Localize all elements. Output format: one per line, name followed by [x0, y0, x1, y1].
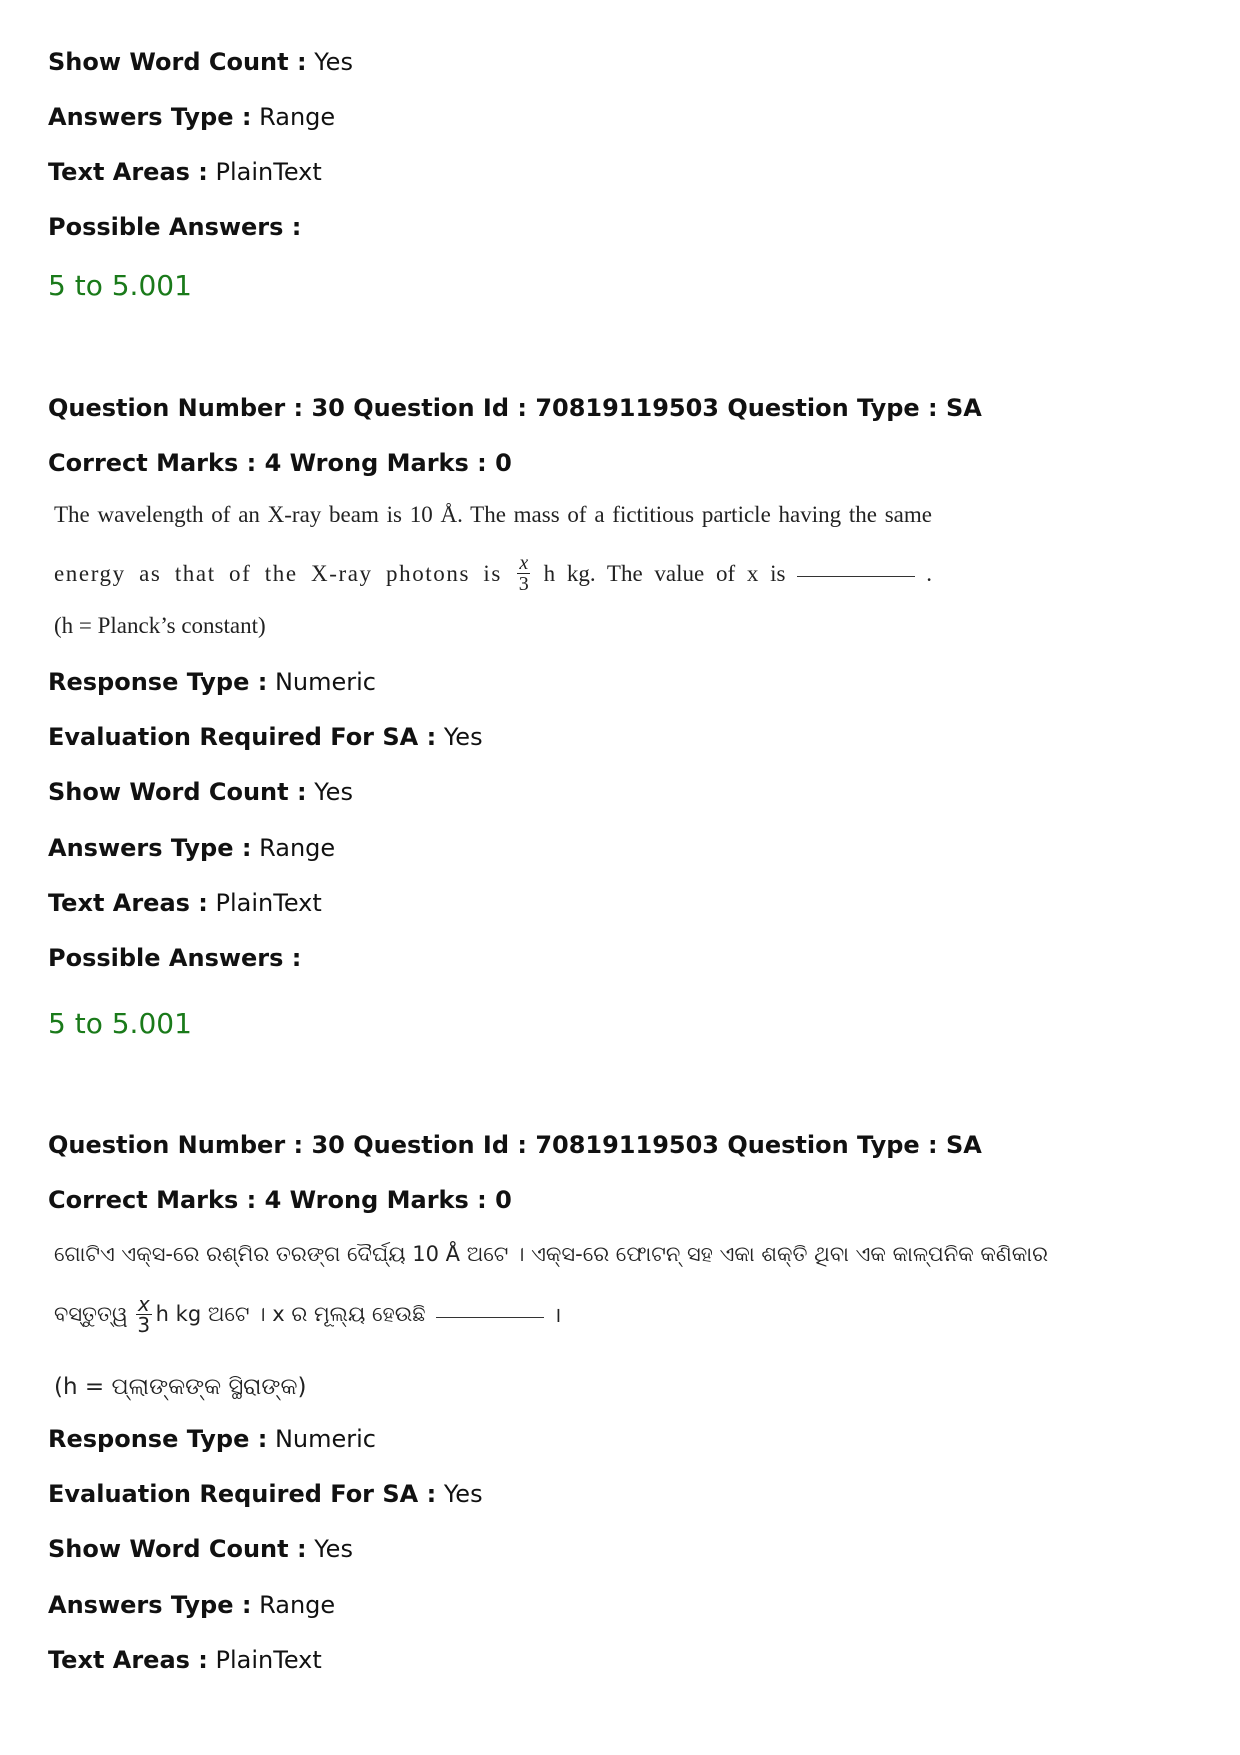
answers-type-row: [48, 101, 335, 133]
field-value: Range: [259, 1591, 336, 1619]
question-text-line2: ବସ୍ତୁତ୍ୱ: [54, 1302, 128, 1326]
question-header-text: Question Number : 30 Question Id : 70819119503 Question Type : SA: [48, 1131, 982, 1159]
field-label: Show Word Count :: [48, 1535, 307, 1563]
field-value: PlainText: [215, 1646, 322, 1674]
field-label: Response Type :: [48, 668, 268, 696]
show-word-count-row: [48, 776, 353, 808]
evaluation-row: [48, 721, 483, 753]
text-areas-row: [48, 887, 322, 919]
field-value: Yes: [314, 778, 353, 806]
response-type-row: [48, 666, 376, 698]
text-areas-row: [48, 156, 322, 188]
field-value: Numeric: [274, 1425, 376, 1453]
marks-text: Correct Marks : 4 Wrong Marks : 0: [48, 449, 512, 477]
marks-row: [48, 1184, 512, 1216]
question-text-line1: The wavelength of an X-ray beam is 10 Å. The mass of a fictitious particle having the same: [54, 502, 932, 527]
possible-answer: 5 to 5.001: [48, 269, 192, 302]
question-text-line: (h = ପ୍ଲାଙ୍କଙ୍କ ସ୍ଥିରାଙ୍କ): [54, 1374, 307, 1400]
marks-text: Correct Marks : 4 Wrong Marks : 0: [48, 1186, 512, 1214]
field-value: Yes: [314, 48, 353, 76]
field-value: PlainText: [215, 158, 322, 186]
field-value: Range: [259, 103, 336, 131]
text-areas-row: [48, 1644, 322, 1676]
answers-type-row: [48, 1589, 335, 1621]
field-label: Answers Type :: [48, 1591, 252, 1619]
field-label: Text Areas :: [48, 889, 208, 917]
fraction-denominator: 3: [518, 573, 529, 595]
field-label: Response Type :: [48, 1425, 268, 1453]
answer-blank: [797, 570, 915, 577]
field-label: Show Word Count :: [48, 778, 307, 806]
answer-blank: [436, 1311, 544, 1318]
field-label: Text Areas :: [48, 158, 208, 186]
field-value: Yes: [314, 1535, 353, 1563]
field-label: Evaluation Required For SA :: [48, 1480, 437, 1508]
possible-answer: 5 to 5.001: [48, 1007, 192, 1040]
field-label: Text Areas :: [48, 1646, 208, 1674]
fraction-denominator: 3: [137, 1313, 151, 1337]
question-text-line2: energy as that of the X-ray photons is: [54, 560, 502, 586]
evaluation-row: [48, 1478, 483, 1510]
question-text-line: ଗୋଟିଏ ଏକ୍ସ-ରେ ରଶ୍ମିର ତରଙ୍ଗ ଦୈର୍ଘ୍ୟ 10 Å ଅଟେ । ଏକ୍ସ-ରେ ଫୋଟନ୍ ସହ ଏକା ଶକ୍ତି ଥିବା ଏକ କାଳ୍ପନିକ କଣିକାର: [54, 1242, 1049, 1266]
fraction-numerator: x: [519, 552, 529, 574]
question-header: [48, 392, 982, 424]
question-text-line2-cont: h kg. The value of x is: [543, 560, 786, 586]
question-text-line: (h = Planck’s constant): [54, 613, 266, 638]
fraction-numerator: x: [137, 1292, 150, 1316]
marks-row: [48, 447, 512, 479]
answers-type-row: [48, 832, 335, 864]
field-value: Yes: [443, 723, 483, 751]
field-label: Possible Answers :: [48, 213, 302, 241]
show-word-count-row: [48, 1533, 353, 1565]
sentence-end: ।: [553, 1302, 562, 1327]
show-word-count-row: [48, 46, 353, 78]
possible-answers-row: [48, 942, 301, 974]
field-value: Numeric: [274, 668, 376, 696]
question-text-line: [54, 1294, 561, 1335]
fraction: [136, 1294, 152, 1335]
question-text-line: [54, 502, 932, 528]
field-value: Range: [259, 834, 336, 862]
question-text-line2-cont: h kg ଅଟେ । x ର ମୂଲ୍ୟ ହେଉଛି: [155, 1302, 426, 1326]
possible-answers-row: [48, 211, 301, 243]
field-value: PlainText: [215, 889, 322, 917]
response-type-row: [48, 1423, 376, 1455]
sentence-end: .: [926, 560, 932, 586]
field-label: Possible Answers :: [48, 944, 302, 972]
field-label: Answers Type :: [48, 834, 252, 862]
question-header-text: Question Number : 30 Question Id : 70819119503 Question Type : SA: [48, 394, 982, 422]
question-text-line: [54, 553, 932, 594]
fraction: [517, 553, 530, 594]
question-header: [48, 1129, 982, 1161]
field-label: Evaluation Required For SA :: [48, 723, 437, 751]
field-label: Answers Type :: [48, 103, 252, 131]
field-label: Show Word Count :: [48, 48, 307, 76]
field-value: Yes: [443, 1480, 483, 1508]
